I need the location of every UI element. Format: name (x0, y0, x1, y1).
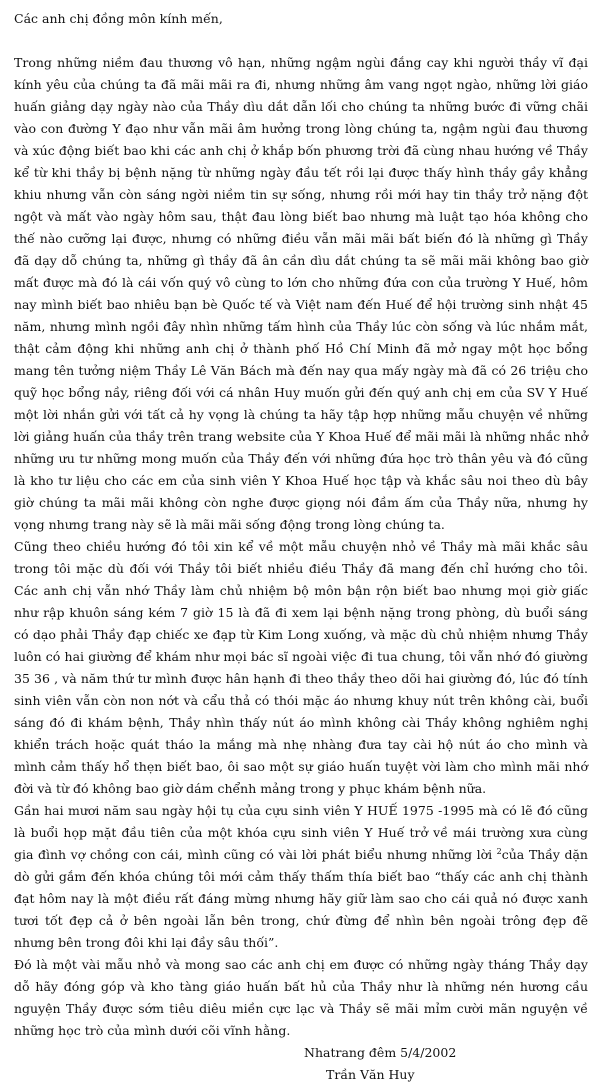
signature-place-date: Nhatrang đêm 5/4/2002 (304, 1045, 457, 1060)
paragraph-story: Cũng theo chiều hướng đó tôi xin kể về một mẫu chuyện nhỏ về Thầy mà mãi khắc sâu trong tôi mặc dù đối với Thầy tôi biết nhiều điều Thầy đã mang đến chỉ hướng cho tôi. Các anh chị vẫn nhớ Thầy làm chủ nhiệm bộ môn bận rộn biết bao nhưng mọi giờ giấc như rập khuôn sáng kém 7 giờ 15 là đã đi xem lại bệnh nặng trong phòng, dù buổi sáng có dạo phải Thầy đạp chiếc xe đạp từ Kim Long xuống, và mặc dù chủ nhiệm nhưng Thầy luôn có hai giường để khám như mọi bác sĩ ngoài việc đi tua chung, tôi vẫn nhớ đó giường 35 36 , và năm thứ tư mình được hân hạnh đi theo thầy theo dõi hai giường đó, lúc đó tính sinh viên vẫn còn non nớt và cẩu thả có thói mặc áo nhưng khuy nút trên không cài, buổi sáng đó đi khám bệnh, Thầy nhìn thấy nút áo mình không cài Thầy không nghiêm nghị khiển trách hoặc quát tháo la mắng mà nhẹ nhàng đưa tay cài hộ nút áo cho mình và mình cảm thấy hổ thẹn biết bao, ôi sao một sự giáo huấn tuyệt vời làm cho mình mãi nhớ đời và từ đó không bao giờ dám chểnh mảng trong y phục khám bệnh nữa. (14, 539, 588, 796)
paragraph-tribute: Trong những niềm đau thương vô hạn, những ngậm ngùi đắng cay khi người thầy vĩ đại kính yêu của chúng ta đã mãi mãi ra đi, nhưng những âm vang ngọt ngào, những lời giáo huấn giảng dạy ngày nào của Thầy dìu dắt dẫn lối cho chúng ta những bước đi vững chãi vào con đường Y đạo như vẫn mãi âm hưởng trong lòng chúng ta, ngậm ngùi đau thương và xúc động biết bao khi các anh chị ở khắp bốn phương trời đã cùng nhau hướng về Thầy kể từ khi thầy bị bệnh nặng từ những ngày đầu tết rồi lại được thấy hình thầy gầy khẳng khiu nhưng vẫn còn sáng ngời niềm tin sự sống, nhưng rồi mới hay tin thầy trở nặng đột ngột và mất vào ngày hôm sau, thật đau lòng biết bao nhưng mà luật tạo hóa không cho thế nào cưỡng lại được, nhưng có những điều vẫn mãi mãi bất biến đó là những gì Thầy đã dạy dỗ chúng ta, những gì thầy đã ân cần dìu dắt chúng ta sẽ mãi mãi không bao giờ mất được mà đó là cái vốn quý vô cùng to lớn cho những đứa con của trường Y Huế, hôm nay mình biết bao nhiêu bạn bè Quốc tế và Việt nam đến Huế để hội trường sinh nhật 45 năm, nhưng mình ngồi đây nhìn những tấm hình của Thầy lúc còn sống và lúc nhắm mắt, thật cảm động khi những anh chị ở thành phố Hồ Chí Minh đã mở ngay một học bổng mang tên tưởng niệm Thầy Lê Văn Bách mà đến nay qua mấy ngày mà đã có 26 triệu cho quỹ học bổng nầy, riêng đối với cá nhân Huy muốn gửi đến quý anh chị em của SV Y Huế một lời nhắn gửi với tất cả hy vọng là chúng ta hãy tập hợp những mẫu chuyện về những lời giảng huấn của thầy trên trang website của Y Khoa Huế để mãi mãi là những nhắc nhở những ưu tư những mong muốn của Thầy đến với những đứa học trò thân yêu và đó cũng là kho tư liệu cho các em của sinh viên Y Khoa Huế học tập và khắc sâu noi theo dù bây giờ chúng ta mãi mãi không còn nghe được giọng nói đầm ấm của Thầy nữa, nhưng hy vọng nhưng trang này sẽ là mãi mãi sống động trong lòng chúng ta. (14, 55, 588, 532)
reunion-text-start: Gần hai mươi năm sau ngày hội tụ của cựu sinh viên Y HUẾ 1975 -1995 mà có lẽ đó cũng là buổi họp mặt đầu tiên của một khóa cựu sinh viên Y Huế trở về mái trường xưa cùng gia đình vợ chồng con cái, mình cũng có vài lời phát biểu nhưng những lời (14, 803, 588, 862)
paragraph-closing: Đó là một vài mẫu nhỏ và mong sao các anh chị em được có những ngày tháng Thầy dạy dỗ hãy đóng góp và kho tàng giáo huấn bất hủ của Thầy như là những nén hương cầu nguyện Thầy được sớm tiêu diêu miền cực lạc và Thầy sẽ mãi mỉm cười mãn nguyện về những học trò của mình dưới cõi vĩnh hằng. (14, 957, 588, 1038)
reunion-text-end: của Thầy dặn dò gửi gắm đến khóa chúng tôi mới cảm thấy thấm thía biết bao “thấy các anh chị thành đạt hôm nay là một điều rất đáng mừng nhưng hãy giữ làm sao cho cái quả nó được xanh tươi tốt đẹp cả ở bên ngoài lẫn bên trong, chứ đừng để nhìn bên ngoài trông đẹp đẽ nhưng bên trong đôi khi lại đầy sâu thối”. (14, 847, 588, 950)
letter-greeting: Các anh chị đồng môn kính mến, (14, 11, 223, 26)
blank-line (14, 30, 588, 52)
paragraph-reunion (14, 800, 588, 954)
letter-document (14, 8, 588, 1086)
signature-author: Trần Văn Huy (326, 1067, 415, 1082)
signature-block (14, 1042, 588, 1086)
footnote-marker: 2 (496, 846, 502, 856)
